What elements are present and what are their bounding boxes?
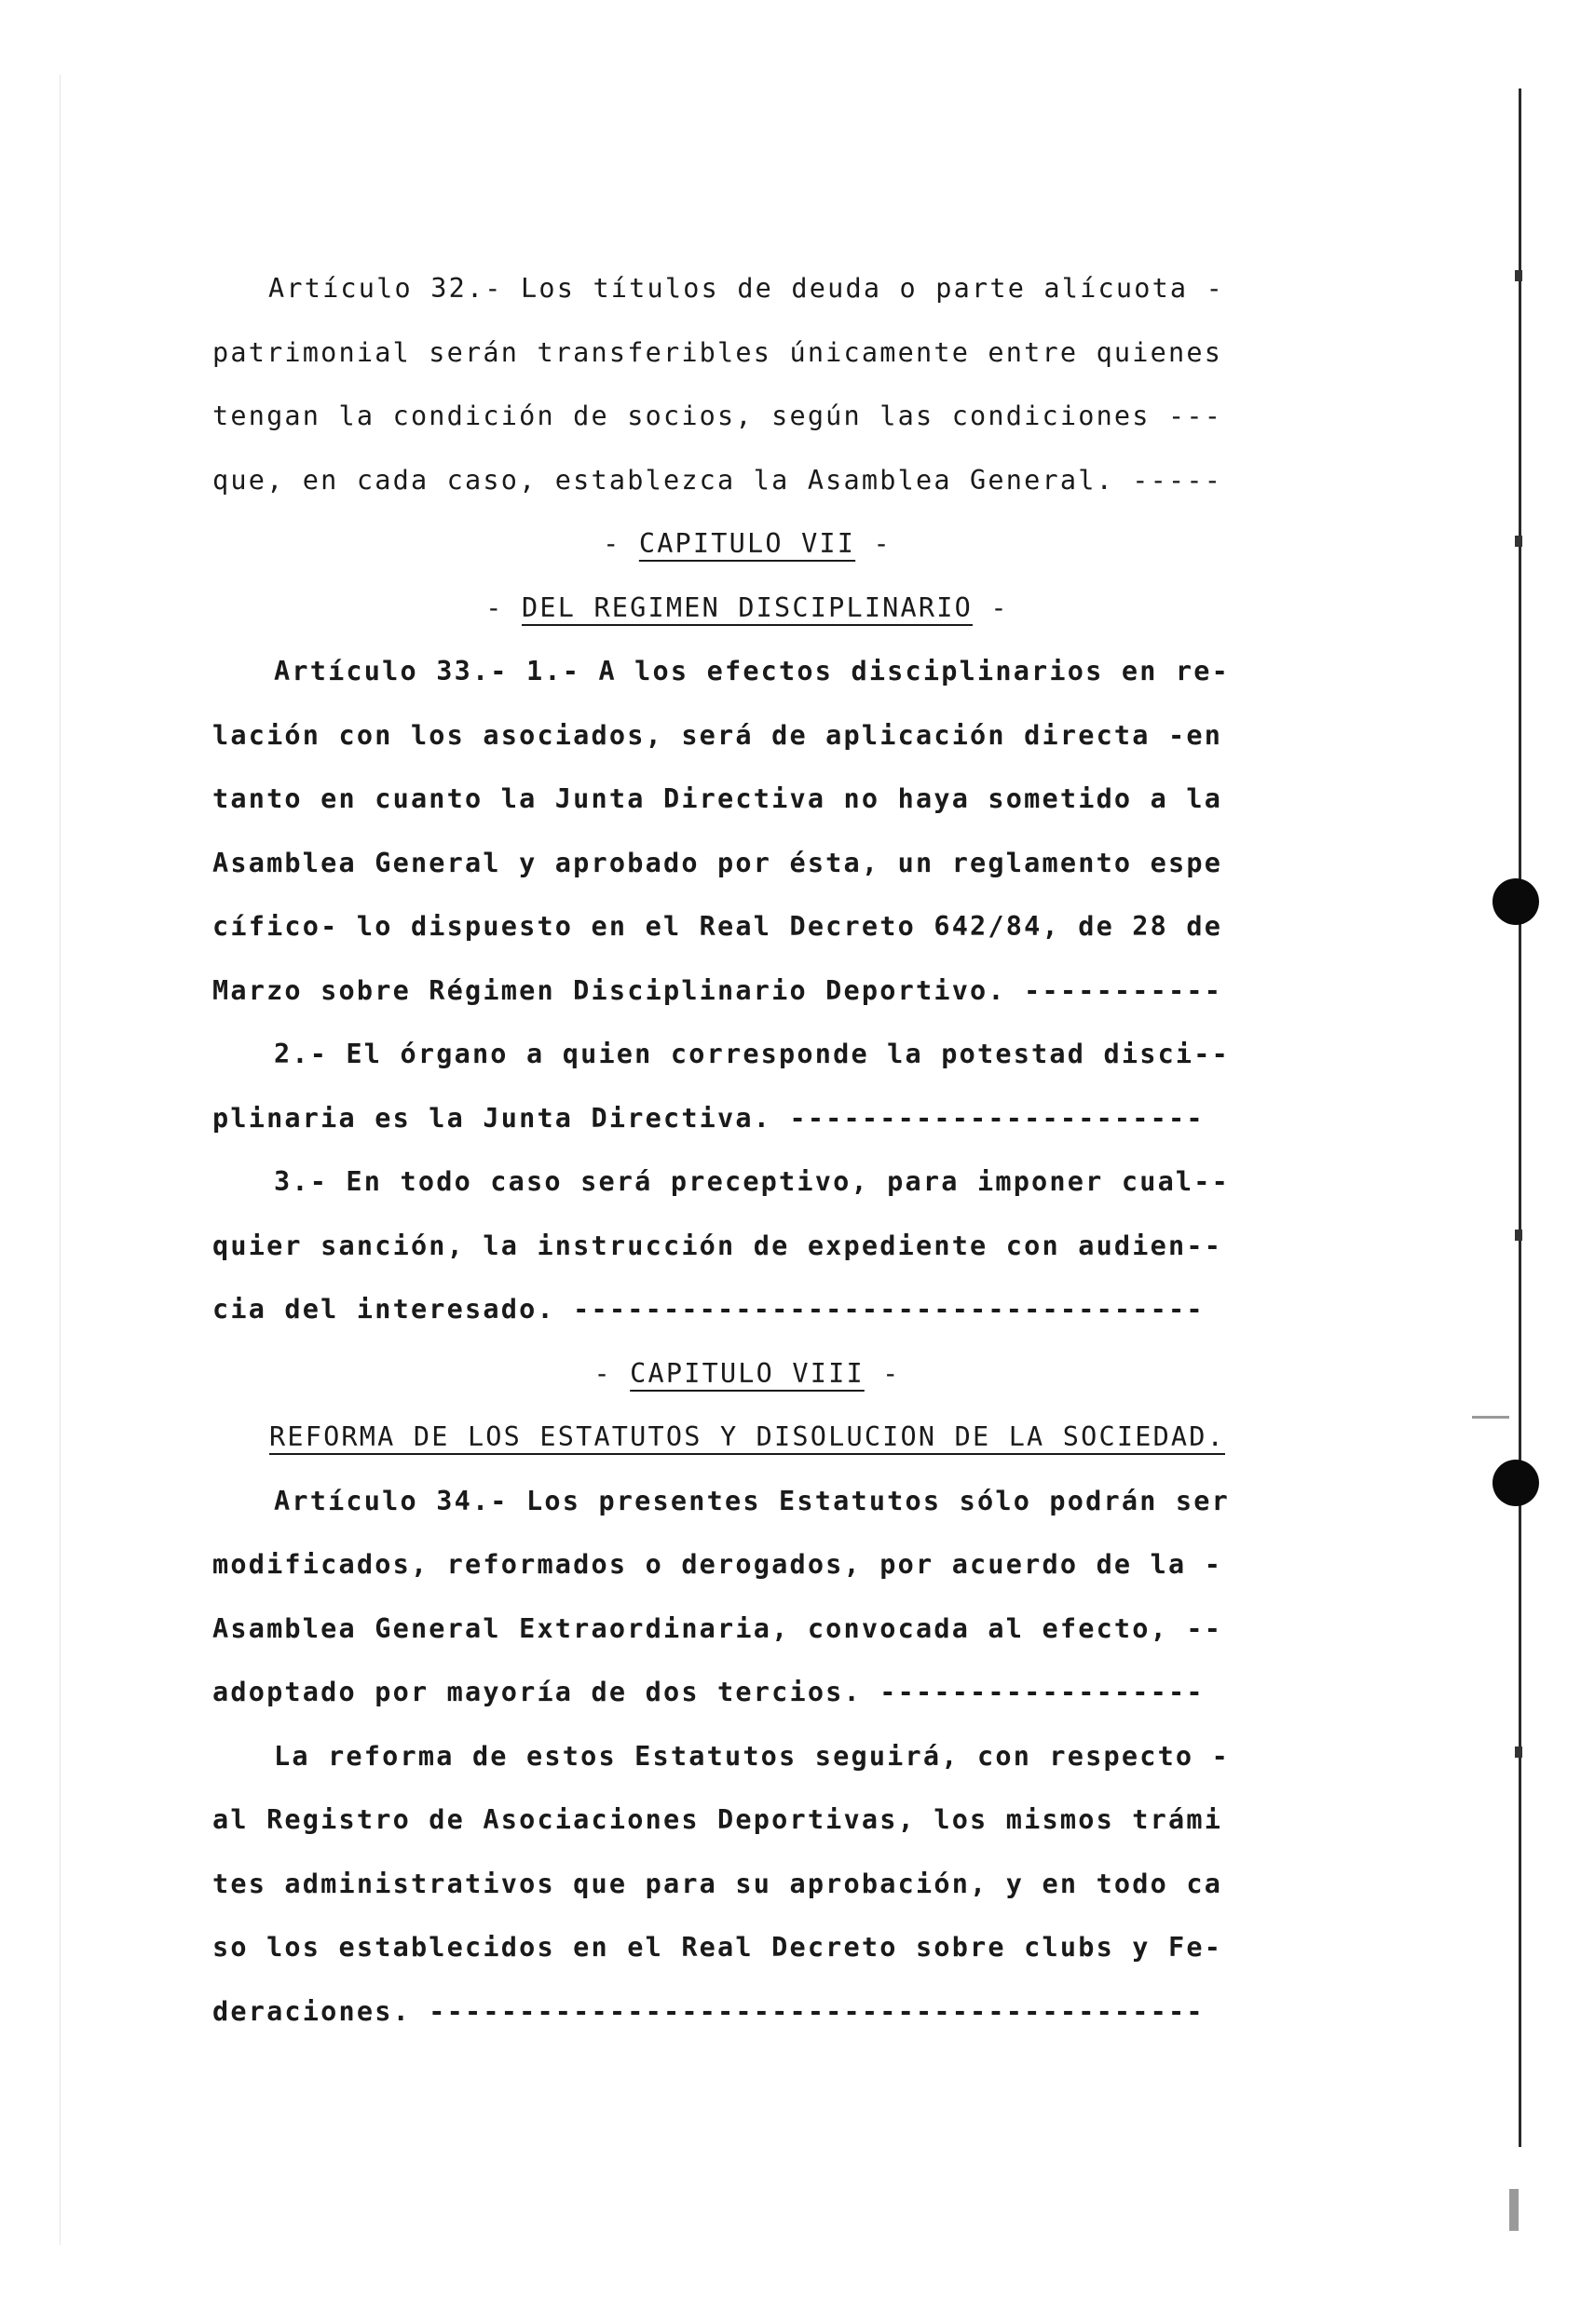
chapter-heading: - CAPITULO VIII -: [593, 1357, 901, 1389]
margin-tick: [1515, 1746, 1522, 1758]
text-line: plinaria es la Junta Directiva. -----------------------: [212, 1102, 1205, 1134]
text-line: patrimonial serán transferibles únicamente entre quienes: [212, 336, 1223, 368]
text-line: so los establecidos en el Real Decreto sobre clubs y Fe-: [212, 1932, 1223, 1963]
margin-tick: [1515, 536, 1522, 547]
text-line: Marzo sobre Régimen Disciplinario Deportivo. -----------: [212, 974, 1223, 1006]
scan-mark: [1472, 1416, 1509, 1419]
chapter-title: CAPITULO VIII: [630, 1357, 865, 1389]
chapter-subtitle: DEL REGIMEN DISCIPLINARIO: [522, 591, 973, 623]
text-line: deraciones. -------------------------------------------: [212, 1995, 1205, 2027]
margin-tick: [1515, 270, 1522, 281]
document-body: [212, 257, 1282, 2044]
scan-shadow-line: [60, 75, 61, 2245]
text-line: Artículo 32.- Los títulos de deuda o parte alícuota -: [268, 273, 1224, 304]
text-line: tengan la condición de socios, según las condiciones ---: [212, 401, 1223, 431]
text-line: que, en cada caso, establezca la Asamblea General. -----: [212, 464, 1223, 496]
text-line: 3.- En todo caso será preceptivo, para imponer cual--: [274, 1166, 1230, 1197]
text-line: tanto en cuanto la Junta Directiva no haya sometido a la: [212, 783, 1223, 814]
scan-mark: [1509, 2189, 1519, 2231]
text-line: modificados, reformados o derogados, por acuerdo de la -: [212, 1549, 1223, 1580]
text-line: quier sanción, la instrucción de expediente con audien--: [212, 1230, 1223, 1261]
chapter-heading: - CAPITULO VII -: [603, 528, 892, 559]
punch-hole: [1492, 1460, 1539, 1506]
text-line: Artículo 33.- 1.- A los efectos disciplinarios en re-: [274, 656, 1230, 686]
text-line: cia del interesado. -----------------------------------: [212, 1294, 1205, 1325]
text-line: adoptado por mayoría de dos tercios. ------------------: [212, 1677, 1205, 1707]
text-line: Asamblea General y aprobado por ésta, un reglamento espe: [212, 847, 1223, 878]
text-line: tes administrativos que para su aprobación, y en todo ca: [212, 1868, 1223, 1899]
punch-hole: [1492, 878, 1539, 925]
text-line: al Registro de Asociaciones Deportivas, los mismos trámi: [212, 1804, 1223, 1835]
text-line: cífico- lo dispuesto en el Real Decreto 642/84, de 28 de: [212, 911, 1223, 942]
text-line: Artículo 34.- Los presentes Estatutos sólo podrán ser: [274, 1485, 1230, 1516]
text-line: La reforma de estos Estatutos seguirá, con respecto -: [274, 1740, 1230, 1772]
margin-rule: [1519, 88, 1521, 2147]
chapter-subheading: [212, 1406, 1282, 1470]
text-line: Asamblea General Extraordinaria, convocada al efecto, --: [212, 1612, 1223, 1644]
text-line: 2.- El órgano a quien corresponde la potestad disci--: [274, 1039, 1230, 1069]
margin-tick: [1515, 1230, 1522, 1241]
chapter-subtitle: REFORMA DE LOS ESTATUTOS Y DISOLUCION DE LA SOCIEDAD.: [269, 1421, 1225, 1452]
text-line: lación con los asociados, será de aplicación directa -en: [212, 719, 1223, 751]
chapter-title: CAPITULO VII: [638, 528, 856, 559]
chapter-subheading: - DEL REGIMEN DISCIPLINARIO -: [485, 591, 1009, 623]
